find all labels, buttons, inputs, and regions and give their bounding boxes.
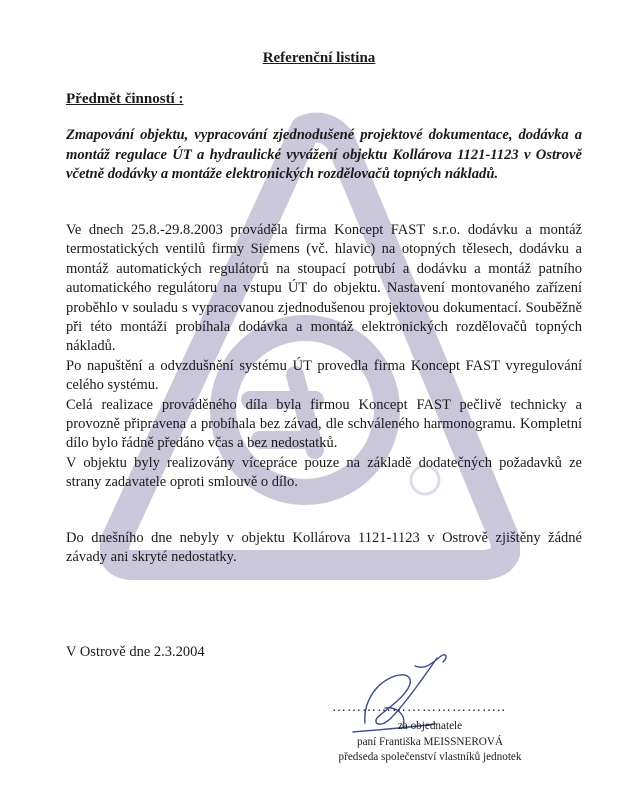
closing-statement: Do dnešního dne nebyly v objektu Kollárova 1121-1123 v Ostrově zjištěny žádné závady ani skryté nedostatky. <box>66 530 582 566</box>
signature-block <box>300 719 560 766</box>
subject-heading: Předmět činností : <box>66 91 184 107</box>
body-paragraph: Po napuštění a odvzdušnění systému ÚT provedla firma Koncept FAST vyregulování celého systému. <box>66 357 582 394</box>
body-paragraph: Celá realizace prováděného díla byla firmou Koncept FAST pečlivě technicky a provozně připravena a probíhala bez závad, dle schváleného harmonogramu. Kompletní dílo bylo řádně předáno včas a bez nedostatků. <box>66 396 582 452</box>
signature-line: …………………………….. <box>332 700 506 715</box>
document-title: Referenční listina <box>262 50 376 66</box>
place-and-date: V Ostrově dne 2.3.2004 <box>66 644 205 660</box>
subject-text: Zmapování objektu, vypracování zjednodušené projektové dokumentace, dodávka a montáž regulace ÚT a hydraulické vyvážení objektu Kollárova 1121-1123 v Ostrově včetně dodávky a montáže elektronických rozdělovačů topných nákladů. <box>66 127 582 183</box>
signature-position: předseda společenství vlastníků jednotek <box>338 751 522 763</box>
signature-role: za objednatele <box>397 720 463 732</box>
body-paragraph: V objektu byly realizovány vícepráce pouze na základě dodatečných požadavků ze strany zadavatele oproti smlouvě o dílo. <box>66 454 582 491</box>
body-text <box>66 221 582 493</box>
body-paragraph: Ve dnech 25.8.-29.8.2003 prováděla firma Koncept FAST s.r.o. dodávku a montáž termostatických ventilů firmy Siemens (vč. hlavic) na otopných tělesech, dodávku a montáž automatických regulátorů na stoupací potrubí a dodávku a montáž patního automatického regulátoru na vstupu ÚT do objektu. Nastavení montovaného zařízení proběhlo v souladu s vypracovanou zjednodušenou projektovou dokumentací. Souběžně při této montáži probíhala dodávka a montáž elektronických rozdělovačů topných nákladů. <box>66 222 582 355</box>
signature-name: paní Františka MEISSNEROVÁ <box>356 735 504 748</box>
